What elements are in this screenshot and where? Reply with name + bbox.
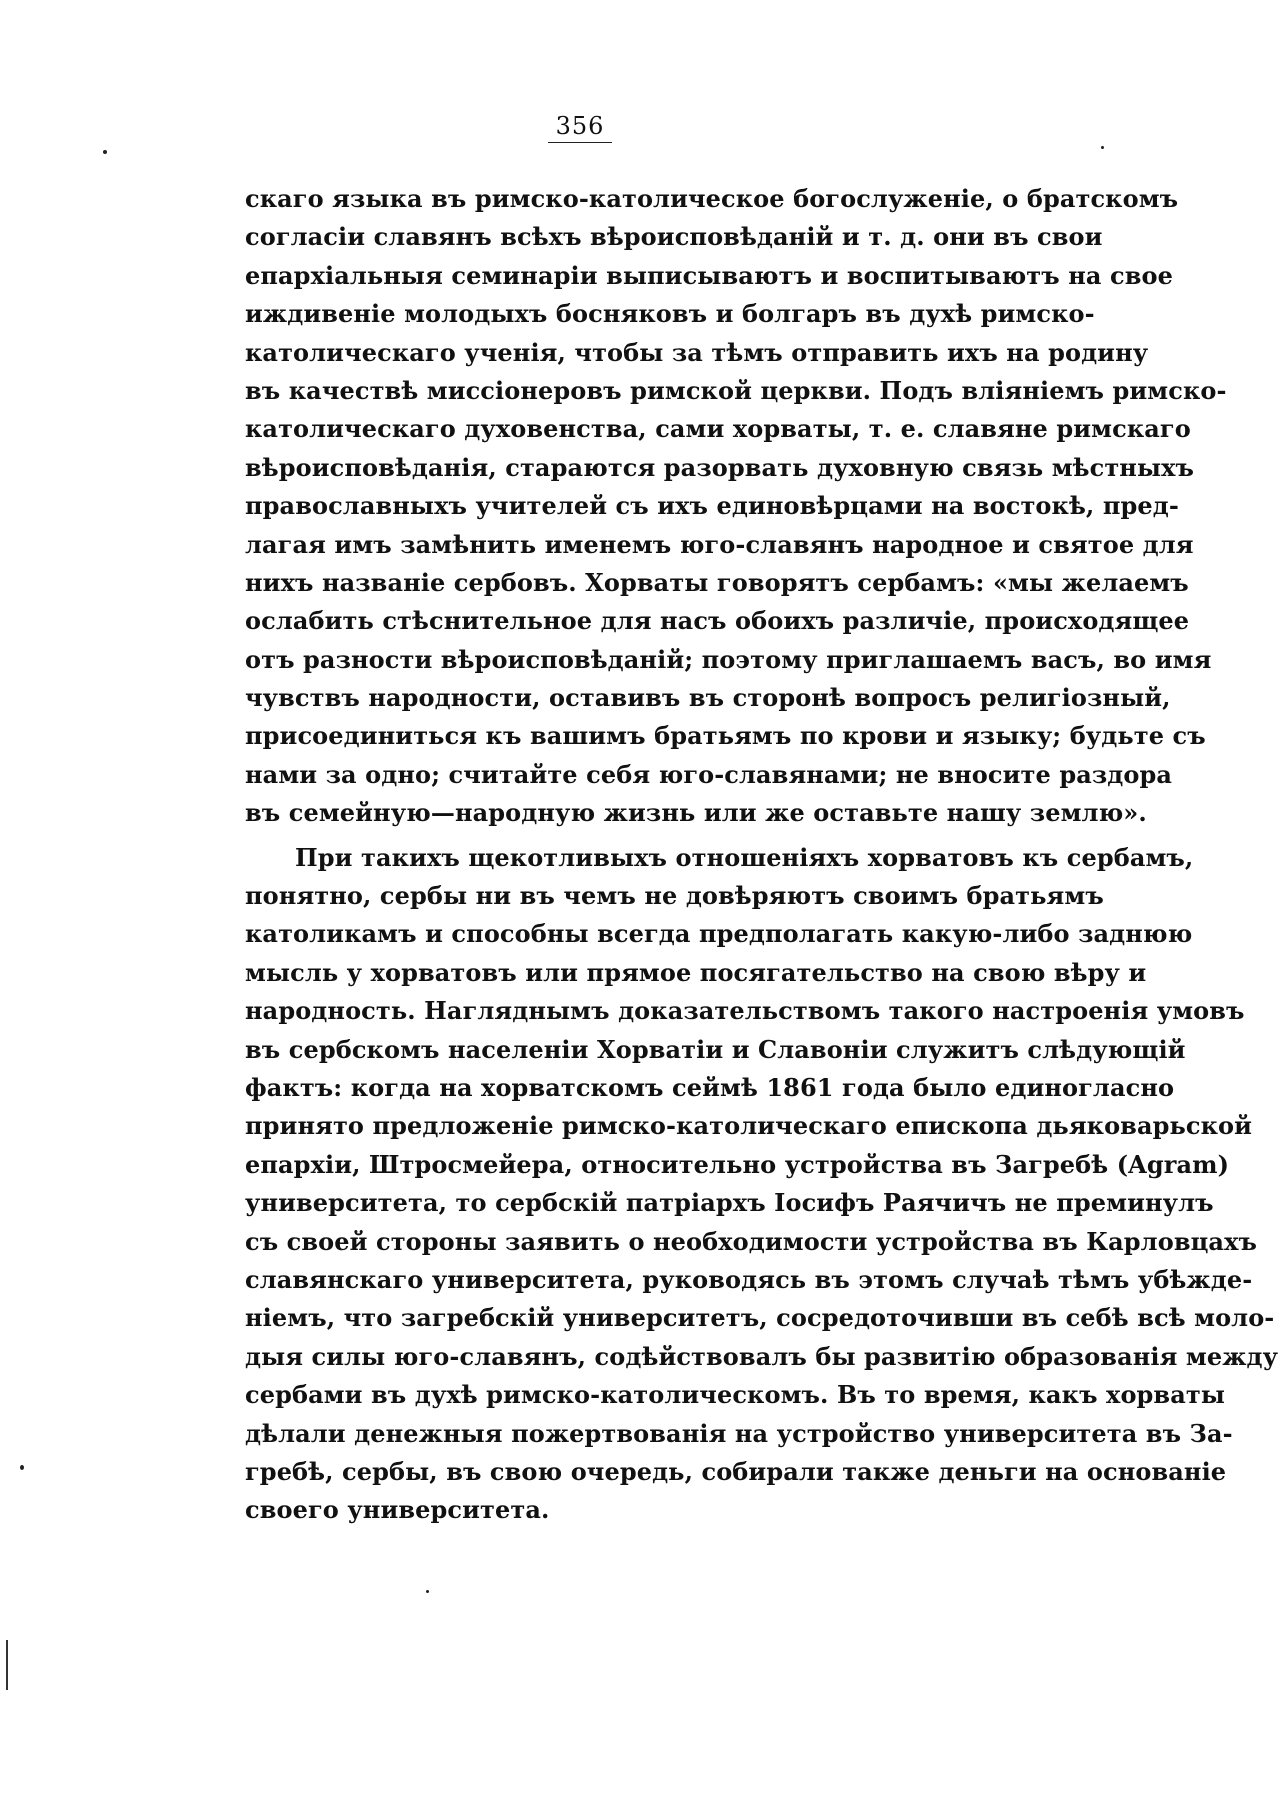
text-line: принято предложеніе римско-католическаго епископа дьяковарьской xyxy=(245,1111,1253,1141)
text-line: епархіальныя семинаріи выписываютъ и воспитываютъ на свое xyxy=(245,260,1173,290)
scan-speck xyxy=(1101,146,1104,149)
text-line: лагая имъ замѣнить именемъ юго-славянъ народное и святое для xyxy=(245,529,1194,559)
text-line: въ сербскомъ населеніи Хорватіи и Славоніи служитъ слѣдующій xyxy=(245,1034,1186,1064)
text-line: дѣлали денежныя пожертвованія на устройство университета въ За- xyxy=(245,1418,1233,1448)
text-line: скаго языка въ римско-католическое богослуженіе, о братскомъ xyxy=(245,184,1179,213)
text-line: народность. Нагляднымъ доказательствомъ такого настроенія умовъ xyxy=(245,996,1245,1026)
text-line: дыя силы юго-славянъ, содѣйствовалъ бы развитію образованія между xyxy=(245,1341,1278,1371)
text-line: нихъ названіе сербовъ. Хорваты говорятъ сербамъ: «мы желаемъ xyxy=(245,567,1189,597)
scan-speck xyxy=(426,1590,429,1593)
text-line: славянскаго университета, руководясь въ этомъ случаѣ тѣмъ убѣжде- xyxy=(245,1264,1253,1294)
text-line: ослабить стѣснительное для насъ обоихъ различіе, происходящее xyxy=(245,606,1190,636)
text-line: университета, то сербскій патріархъ Іосифъ Раячичъ не преминулъ xyxy=(245,1188,1214,1218)
text-line: понятно, сербы ни въ чемъ не довѣряютъ своимъ братьямъ xyxy=(245,881,1104,911)
page-header xyxy=(0,112,1140,143)
text-line: согласіи славянъ всѣхъ вѣроисповѣданій и т. д. они въ свои xyxy=(245,222,1103,252)
text-line: католикамъ и способны всегда предполагать какую-либо заднюю xyxy=(245,919,1193,949)
text-line: При такихъ щекотливыхъ отношеніяхъ хорватовъ къ сербамъ, xyxy=(295,842,1194,872)
text-line: нами за одно; считайте себя юго-славянами; не вносите раздора xyxy=(245,759,1173,789)
text-line: мысль у хорватовъ или прямое посягательство на свою вѣру и xyxy=(245,957,1147,987)
text-line: иждивеніе молодыхъ босняковъ и болгаръ въ духѣ римско- xyxy=(245,299,1095,329)
scan-speck xyxy=(103,150,107,154)
text-line: чувствъ народности, оставивъ въ сторонѣ вопросъ религіозный, xyxy=(245,683,1171,713)
paragraph xyxy=(245,180,1227,833)
body-text xyxy=(245,180,1278,1530)
text-line: своего университета. xyxy=(245,1495,550,1525)
text-line: вѣроисповѣданія, стараются разорвать духовную связь мѣстныхъ xyxy=(245,452,1195,482)
text-line: католическаго ученія, чтобы за тѣмъ отправить ихъ на родину xyxy=(245,337,1149,367)
text-line: съ своей стороны заявить о необходимости устройства въ Карловцахъ xyxy=(245,1226,1257,1256)
text-line: отъ разности вѣроисповѣданій; поэтому приглашаемъ васъ, во имя xyxy=(245,644,1212,674)
text-line: въ семейную—народную жизнь или же оставьте нашу землю». xyxy=(245,798,1147,828)
page-number: 356 xyxy=(548,112,613,143)
text-line: епархіи, Штросмейера, относительно устройства въ Загребѣ (Agram) xyxy=(245,1149,1230,1179)
text-line: ніемъ, что загребскій университетъ, сосредоточивши въ себѣ всѣ моло- xyxy=(245,1303,1275,1333)
scan-margin-mark xyxy=(6,1640,8,1690)
scan-speck xyxy=(20,1465,24,1470)
text-line: присоединиться къ вашимъ братьямъ по крови и языку; будьте съ xyxy=(245,721,1206,751)
text-line: католическаго духовенства, сами хорваты, т. е. славяне римскаго xyxy=(245,414,1191,444)
paragraph xyxy=(245,839,1278,1530)
text-line: въ качествѣ миссіонеровъ римской церкви. Подъ вліяніемъ римско- xyxy=(245,375,1227,405)
text-line: фактъ: когда на хорватскомъ сеймѣ 1861 года было единогласно xyxy=(245,1072,1175,1102)
text-line: православныхъ учителей съ ихъ единовѣрцами на востокѣ, пред- xyxy=(245,491,1179,521)
text-line: гребѣ, сербы, въ свою очередь, собирали также деньги на основаніе xyxy=(245,1456,1227,1486)
text-line: сербами въ духѣ римско-католическомъ. Въ то время, какъ хорваты xyxy=(245,1380,1225,1410)
